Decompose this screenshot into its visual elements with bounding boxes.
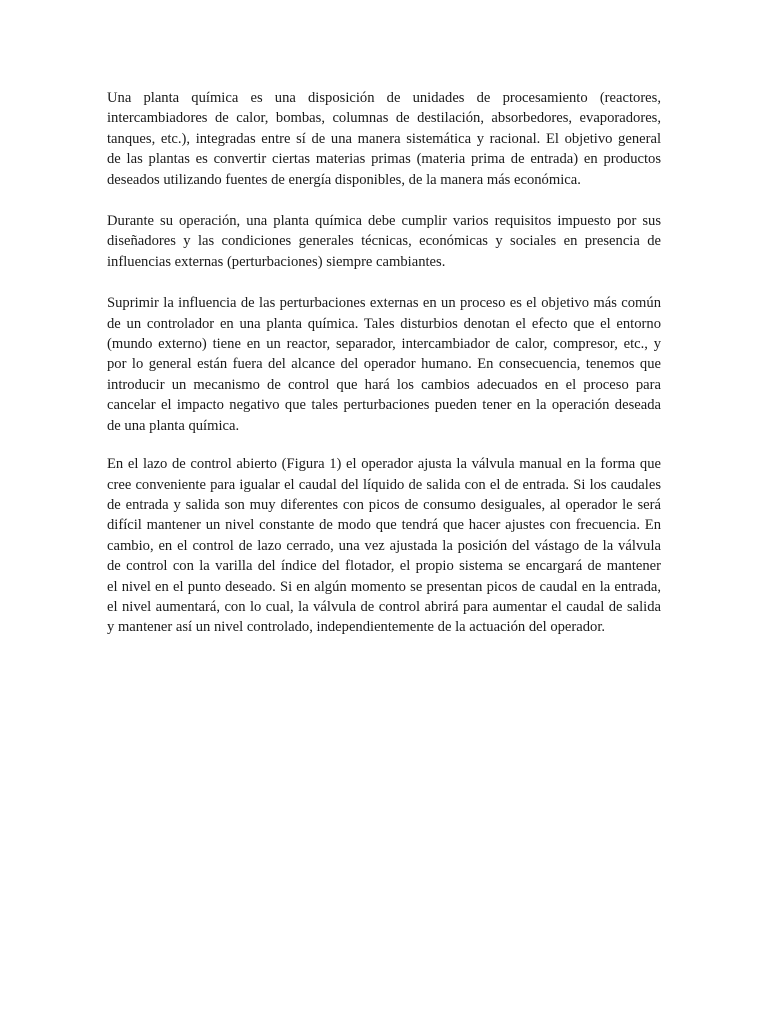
text-line: de las plantas es convertir ciertas materias primas (materia prima de entrada) en productos [107, 151, 661, 168]
text-line: cree conveniente para igualar el caudal del líquido de salida con el de entrada. Si los caudales [107, 476, 661, 493]
text-line: difícil mantener un nivel constante de modo que tendrá que hacer ajustes con frecuencia. En [107, 517, 661, 534]
text-line: intercambiadores de calor, bombas, columnas de destilación, absorbedores, evaporadores, [107, 110, 661, 127]
paragraph-4 [107, 454, 661, 638]
text-line: tanques, etc.), integradas entre sí de una manera sistemática y racional. El objetivo general [107, 130, 661, 147]
text-line: Una planta química es una disposición de unidades de procesamiento (reactores, [107, 90, 661, 106]
text-line: por lo general están fuera del alcance del operador humano. En consecuencia, tenemos que [107, 356, 661, 373]
paragraph-3 [107, 293, 661, 436]
text-line: cambio, en el control de lazo cerrado, una vez ajustada la posición del vástago de la válvula [107, 537, 661, 554]
text-line: En el lazo de control abierto (Figura 1) el operador ajusta la válvula manual en la forma que [107, 456, 661, 473]
text-line: influencias externas (perturbaciones) siempre cambiantes. [107, 253, 446, 270]
document-page [107, 88, 661, 638]
text-line: diseñadores y las condiciones generales técnicas, económicas y sociales en presencia de [107, 233, 661, 250]
text-line: Durante su operación, una planta química debe cumplir varios requisitos impuesto por sus [107, 213, 661, 230]
text-line: el nivel aumentará, con lo cual, la válvula de control abrirá para aumentar el caudal de salida [107, 598, 661, 615]
text-line: de una planta química. [107, 417, 240, 434]
text-line: y mantener así un nivel controlado, independientemente de la actuación del operador. [107, 619, 606, 636]
text-line: deseados utilizando fuentes de energía disponibles, de la manera más económica. [107, 171, 581, 188]
paragraph-1 [107, 88, 661, 190]
text-line: de control con la varilla del índice del flotador, el propio sistema se encargará de mantener [107, 558, 661, 575]
text-line: el nivel en el punto deseado. Si en algún momento se presentan picos de caudal en la entrada, [107, 578, 661, 595]
text-line: Suprimir la influencia de las perturbaciones externas en un proceso es el objetivo más común [107, 295, 661, 312]
text-line: de un controlador en una planta química. Tales disturbios denotan el efecto que el entorno [107, 315, 661, 332]
text-line: (mundo externo) tiene en un reactor, separador, intercambiador de calor, compresor, etc., y [107, 336, 661, 353]
text-line: de entrada y salida son muy diferentes con picos de consumo desiguales, al operador le será [107, 496, 661, 513]
text-line: cancelar el impacto negativo que tales perturbaciones pueden tener en la operación deseada [107, 397, 661, 414]
text-line: introducir un mecanismo de control que hará los cambios adecuados en el proceso para [107, 376, 661, 393]
paragraph-2 [107, 211, 661, 272]
